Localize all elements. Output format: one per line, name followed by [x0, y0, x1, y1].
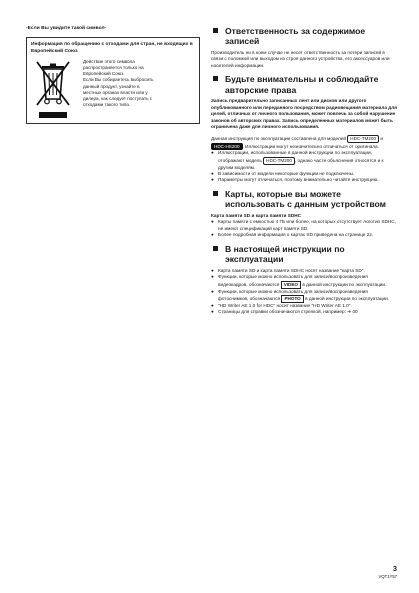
section-heading	[211, 244, 397, 265]
square-bullet-icon	[213, 76, 218, 81]
section-paragraph: Производитель ни в коем случае не несет ответственность за потери записей в связи с поломкой или выходом из строя данного устройства, его аксессуаров или носителей информации.	[211, 49, 390, 68]
bullet-text: Карты памяти с емкостью 4 ГБ или более, на которых отсутствует логотип SDHC, не имеют спецификаций карт памяти SD.	[218, 219, 396, 231]
list-item	[211, 274, 397, 288]
photo-mode-badge: PHOTO	[281, 295, 303, 303]
document-code: VQT1Y57	[378, 574, 397, 579]
disposal-info-box	[26, 37, 200, 124]
bullet-text-pre: Иллюстрации, использованные в данной инструкции по эксплуатации, отображают модель	[218, 150, 372, 163]
section-copyright	[211, 74, 397, 184]
bullet-icon: ●	[211, 302, 214, 308]
section-title: В настоящей инструкции по эксплуатации	[225, 243, 345, 265]
left-column	[26, 26, 200, 124]
model-badge-tm200: HDC-TM200	[263, 157, 295, 165]
copyright-warning: Запись предварительно записанных лент или дисков или другого опубликованного или переданного посредством радиовещания материала для целей, отличных от личного пользования, может повлечь за собой нарушение законов об авторских правах. Запись определенных материалов может быть ограничена даже для личного использования.	[211, 98, 397, 130]
models-paragraph	[211, 135, 397, 150]
section-heading	[211, 189, 397, 210]
section-heading	[211, 26, 397, 47]
list-item	[211, 177, 397, 183]
models-text-and: и	[380, 135, 383, 141]
bullet-text: Страницы для справки обозначаются стрелкой, например: ➜ 00	[218, 309, 358, 315]
bullet-text-pre: Функции, которые можно использовать для записи/воспроизведения фотоснимков, обозначаются	[218, 288, 368, 302]
bullet-text: Карта памяти SD и карта памяти SDHC носят название "карта SD".	[218, 267, 365, 273]
bullet-icon: ●	[211, 177, 214, 183]
square-bullet-icon	[213, 246, 218, 251]
square-bullet-icon	[213, 28, 218, 33]
bullet-icon: ●	[211, 170, 214, 176]
section-title: Карты, которые вы можете использовать с данным устройством	[225, 188, 387, 210]
list-item	[211, 309, 397, 315]
models-text-post: . Иллюстрации могут незначительно отличаться от оригинала.	[242, 143, 379, 149]
bullet-icon: ●	[211, 267, 214, 273]
page-number: 3	[392, 564, 397, 573]
bullet-text-post: в данной инструкции по эксплуатации.	[302, 281, 387, 287]
bullet-icon: ●	[211, 309, 214, 315]
bullet-icon: ●	[211, 219, 214, 225]
list-item	[211, 219, 397, 232]
disposal-info-text: Действие этого символа распространяется только на Европейский Союз. Если Вы собираетесь выбросить данный продукт, узнайте в местных органах власти или у дилера, как следует поступать с отходами такого типа.	[83, 58, 154, 108]
model-badge-hs200: HDC-HS200	[211, 143, 243, 151]
symbol-lead-heading: -Если Вы увидите такой символ-	[26, 26, 107, 31]
section-title: Ответственность за содержимое записей	[225, 26, 366, 47]
models-text-pre: Данная инструкция по эксплуатации составлена для моделей	[211, 135, 346, 141]
section-in-this-manual	[211, 244, 397, 316]
bullet-icon: ●	[211, 232, 214, 238]
list-item	[211, 150, 397, 171]
section-title: Будьте внимательны и соблюдайте авторские права	[225, 74, 379, 95]
section-heading	[211, 74, 397, 95]
disposal-info-body	[31, 59, 195, 118]
section-cards	[211, 189, 397, 239]
bullet-text-post: в данной инструкции по эксплуатации.	[305, 296, 390, 302]
bullet-text-pre: Функции, которые можно использовать для записи/воспроизведения видеокадров, обозначаются	[218, 274, 368, 287]
crossed-out-wheelie-bin-icon	[31, 59, 77, 118]
bullet-text: В зависимости от модели некоторые функции не подключены.	[218, 170, 355, 176]
section-subheading: Карта памяти SD и карта памяти SDHC	[211, 212, 302, 218]
weee-black-bar	[39, 112, 67, 118]
video-mode-badge: VIDEO	[281, 281, 301, 289]
list-item	[211, 232, 397, 238]
bullet-text: Параметры могут отличаться, поэтому внимательно читайте инструкцию.	[218, 177, 379, 183]
disposal-info-title: Информация по обращению с отходами для стран, не входящих в Европейский Союз	[31, 42, 193, 54]
list-item	[211, 289, 397, 303]
square-bullet-icon	[213, 191, 218, 196]
right-column	[211, 26, 397, 321]
bullet-icon: ●	[211, 274, 214, 280]
bullet-icon: ●	[211, 288, 214, 294]
section-responsibility	[211, 26, 397, 69]
bullet-text: "HD Writer AE 1.0 for HDC" носит название "HD Writer AE 1.0".	[218, 302, 352, 308]
model-badge-tm200: HDC-TM200	[347, 135, 379, 143]
bullet-icon: ●	[211, 150, 214, 156]
bullet-text: Более подробная информация о картах SD приведена на странице 22.	[218, 232, 374, 238]
bullet-text-post: , однако части объяснения относятся и к другим моделям.	[218, 157, 384, 170]
